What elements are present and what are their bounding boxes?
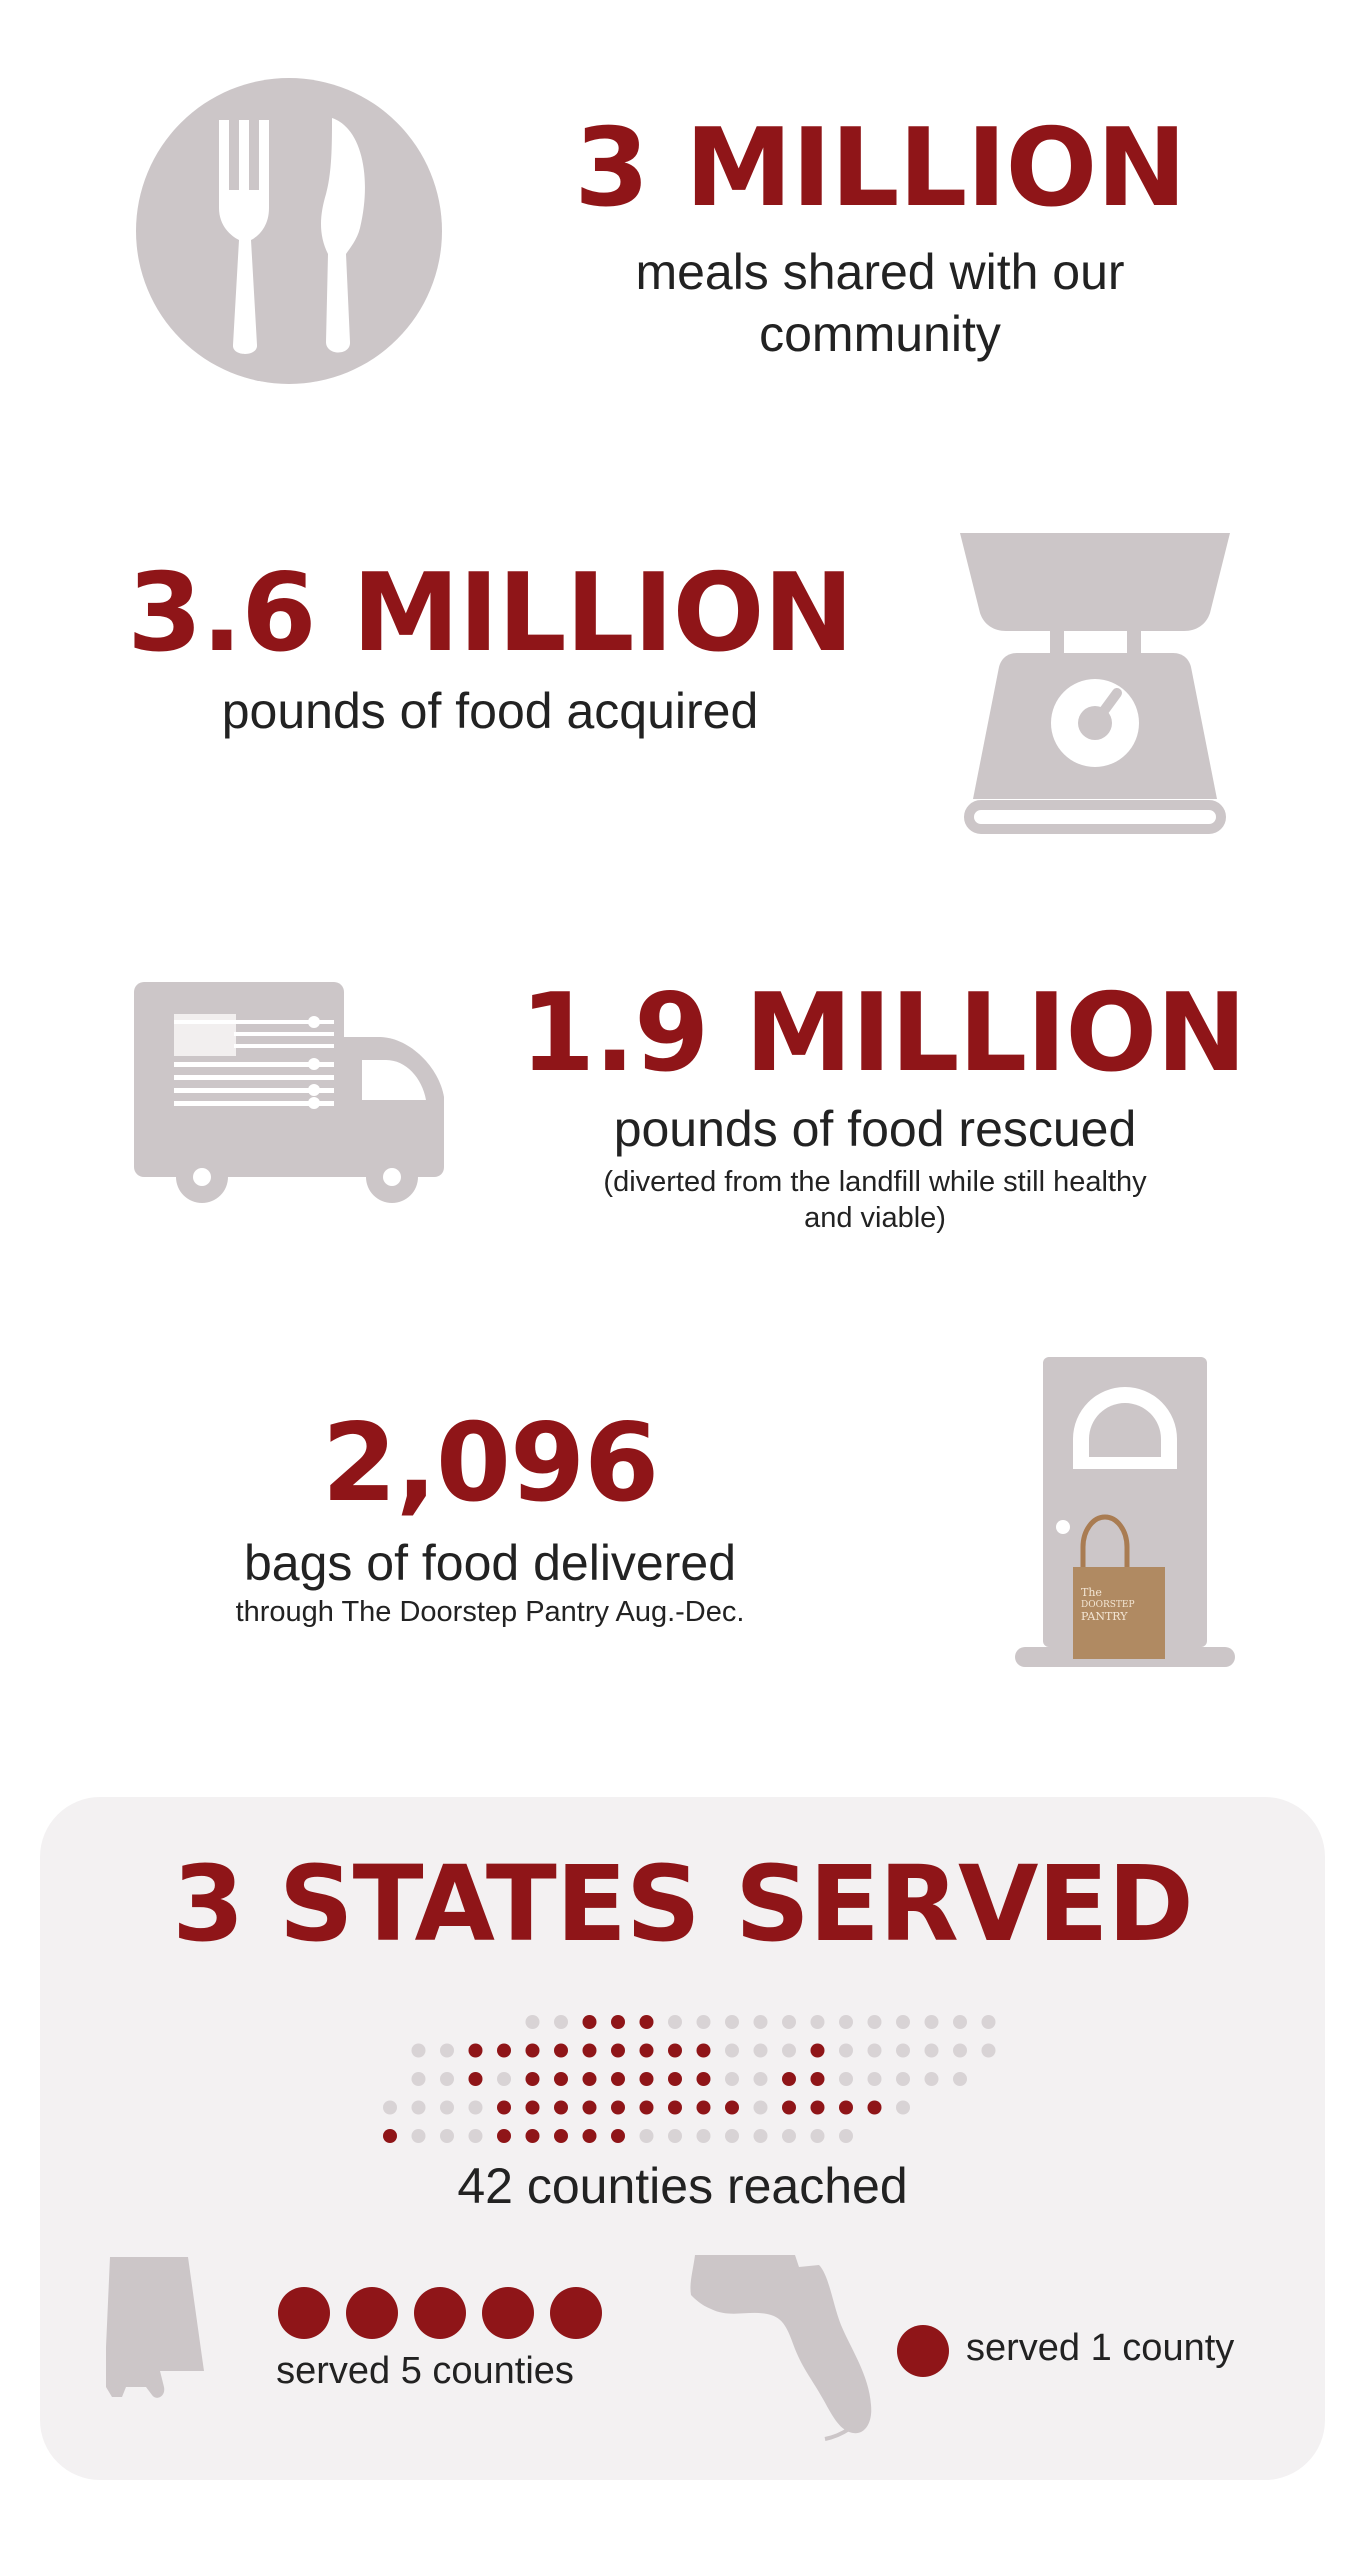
county-dot-reached <box>554 2044 568 2058</box>
county-dot <box>412 2101 426 2115</box>
county-dot <box>982 2015 996 2029</box>
county-dot-reached <box>554 2101 568 2115</box>
county-dot-reached <box>611 2072 625 2086</box>
county-dot-reached <box>725 2101 739 2115</box>
county-dot <box>754 2015 768 2029</box>
county-dot-reached <box>697 2101 711 2115</box>
county-dot-reached <box>811 2072 825 2086</box>
states-title: 3 STATES SERVED <box>172 1843 1193 1965</box>
county-dot <box>482 2287 534 2339</box>
county-dot <box>782 2015 796 2029</box>
county-dot-reached <box>611 2044 625 2058</box>
county-dot <box>469 2129 483 2143</box>
county-dot <box>440 2044 454 2058</box>
stat-food-rescued <box>0 950 1365 1270</box>
stat-value: 1.9 MILLION <box>520 971 1246 1096</box>
fork-knife-icon <box>136 78 442 384</box>
county-dot <box>782 2129 796 2143</box>
county-dot-reached <box>526 2129 540 2143</box>
county-dot <box>469 2101 483 2115</box>
county-dot-reached <box>697 2044 711 2058</box>
county-dot <box>412 2044 426 2058</box>
county-dot <box>953 2044 967 2058</box>
county-dot <box>982 2044 996 2058</box>
county-dot-reached <box>868 2101 882 2115</box>
florida-dot <box>897 2325 949 2377</box>
county-dot-reached <box>640 2072 654 2086</box>
truck-icon <box>134 982 444 1212</box>
county-dot <box>839 2015 853 2029</box>
county-dot-reached <box>554 2072 568 2086</box>
county-dot <box>278 2287 330 2339</box>
county-dot-reached <box>811 2044 825 2058</box>
county-dot <box>725 2044 739 2058</box>
florida-map-icon <box>675 2255 875 2445</box>
county-dot <box>412 2072 426 2086</box>
county-dot <box>554 2015 568 2029</box>
county-dot-reached <box>554 2129 568 2143</box>
county-dot <box>440 2072 454 2086</box>
county-dot-reached <box>668 2072 682 2086</box>
stat-note: (diverted from the landfill while still healthy and viable) <box>603 1166 1147 1234</box>
county-dot-reached <box>640 2101 654 2115</box>
county-dot <box>440 2129 454 2143</box>
doorstep-icon <box>1015 1357 1235 1677</box>
county-dot-reached <box>583 2015 597 2029</box>
county-dot-reached <box>583 2072 597 2086</box>
county-dot-reached <box>583 2044 597 2058</box>
county-dot-reached <box>839 2101 853 2115</box>
county-dot-reached <box>526 2044 540 2058</box>
county-dot <box>725 2129 739 2143</box>
county-dot <box>839 2129 853 2143</box>
county-dot <box>896 2044 910 2058</box>
county-dot-reached <box>697 2072 711 2086</box>
county-dot-reached <box>583 2129 597 2143</box>
county-dot <box>725 2015 739 2029</box>
county-dot-reached <box>469 2072 483 2086</box>
county-dot-reached <box>497 2129 511 2143</box>
stat-label: bags of food delivered <box>243 1535 737 1591</box>
county-dot <box>697 2129 711 2143</box>
stat-value: 3.6 MILLION <box>127 551 853 676</box>
stat-value: 2,096 <box>321 1401 659 1526</box>
door-icon <box>1015 1357 1235 1677</box>
scale-icon <box>955 515 1235 835</box>
county-dot <box>839 2072 853 2086</box>
county-dot-reached <box>611 2129 625 2143</box>
florida-label: served 1 county <box>966 2327 1235 2369</box>
county-dot <box>497 2072 511 2086</box>
county-dot-reached <box>811 2101 825 2115</box>
county-dot-reached <box>640 2044 654 2058</box>
stat-value: 3 MILLION <box>574 106 1186 231</box>
county-dot-reached <box>497 2101 511 2115</box>
county-dot <box>782 2044 796 2058</box>
county-dot-reached <box>611 2015 625 2029</box>
county-dot <box>383 2101 397 2115</box>
county-dot <box>754 2044 768 2058</box>
stat-meals <box>0 0 1365 420</box>
county-dot <box>839 2044 853 2058</box>
county-dot <box>953 2072 967 2086</box>
states-served-panel <box>40 1797 1325 2480</box>
county-dot <box>868 2015 882 2029</box>
county-dot <box>811 2015 825 2029</box>
county-dot-reached <box>469 2044 483 2058</box>
county-dot <box>811 2129 825 2143</box>
county-dot-reached <box>668 2101 682 2115</box>
stat-food-acquired <box>0 500 1365 860</box>
alabama-map-icon <box>98 2257 208 2417</box>
tennessee-label: 42 counties reached <box>457 2158 908 2214</box>
stat-note: through The Doorstep Pantry Aug.-Dec. <box>235 1596 745 1628</box>
county-dot <box>754 2129 768 2143</box>
county-dot-reached <box>583 2101 597 2115</box>
county-dot-reached <box>383 2129 397 2143</box>
county-dot-reached <box>497 2044 511 2058</box>
county-dot <box>754 2072 768 2086</box>
county-dot <box>412 2129 426 2143</box>
county-dot <box>640 2129 654 2143</box>
county-dot <box>896 2015 910 2029</box>
county-dot <box>896 2101 910 2115</box>
county-dot-reached <box>611 2101 625 2115</box>
county-dot <box>668 2015 682 2029</box>
county-dot-reached <box>526 2101 540 2115</box>
county-dot <box>414 2287 466 2339</box>
bag-logo: The DOORSTEP PANTRY <box>1081 1586 1135 1623</box>
county-dot-reached <box>526 2072 540 2086</box>
county-dot <box>868 2044 882 2058</box>
tennessee-dot-map <box>380 2012 1020 2148</box>
county-dot <box>925 2072 939 2086</box>
county-dot <box>953 2015 967 2029</box>
county-dot <box>754 2101 768 2115</box>
county-dot <box>550 2287 602 2339</box>
alabama-label: served 5 counties <box>276 2350 574 2392</box>
county-dot <box>896 2072 910 2086</box>
county-dot-reached <box>668 2044 682 2058</box>
county-dot <box>725 2072 739 2086</box>
alabama-dots <box>278 2287 602 2339</box>
stat-label: pounds of food rescued <box>613 1101 1137 1157</box>
stat-label: pounds of food acquired <box>221 683 759 739</box>
county-dot-reached <box>782 2072 796 2086</box>
county-dot <box>668 2129 682 2143</box>
county-dot <box>925 2015 939 2029</box>
stat-label: meals shared with our community <box>635 244 1125 362</box>
stat-bags-delivered <box>0 1345 1365 1685</box>
county-dot <box>346 2287 398 2339</box>
county-dot <box>697 2015 711 2029</box>
county-dot <box>440 2101 454 2115</box>
county-dot <box>925 2044 939 2058</box>
county-dot <box>526 2015 540 2029</box>
county-dot-reached <box>640 2015 654 2029</box>
county-dot-reached <box>782 2101 796 2115</box>
county-dot <box>868 2072 882 2086</box>
